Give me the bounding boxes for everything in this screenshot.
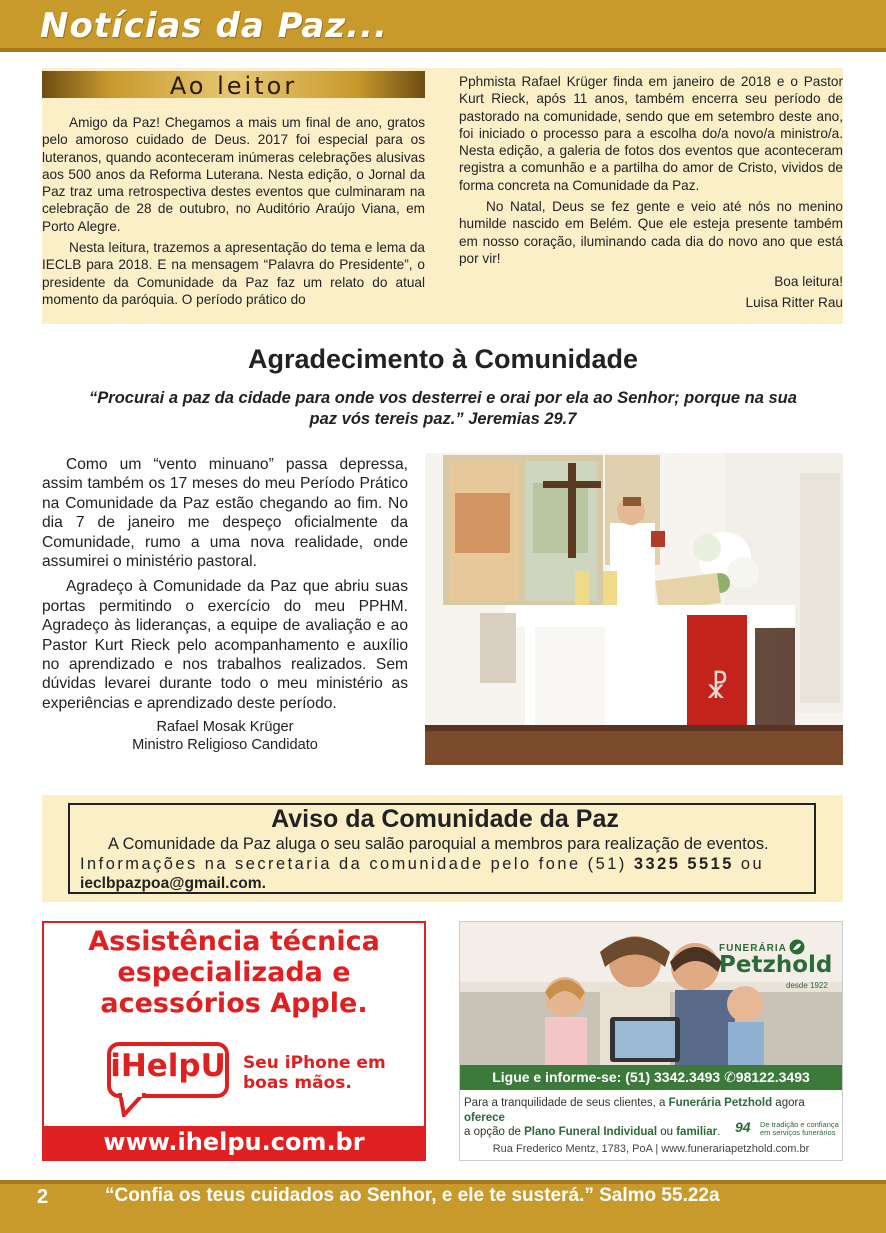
funeraria-text: agora (772, 1097, 805, 1109)
aviso-title: Aviso da Comunidade da Paz (271, 805, 619, 833)
ao-leitor-closing: Boa leitura! (774, 274, 843, 290)
tradition-seal-number: 94 (735, 1119, 751, 1135)
signature-name: Rafael Mosak Krüger (156, 719, 294, 735)
ao-leitor-banner (42, 71, 425, 98)
agradecimento-paragraph: Agradeço à Comunidade da Paz que abriu suas portas permitindo o exercício do meu PPHM. Agradeço às lideranças, a equipe de avaliação e ao Pastor Kurt Rieck pelo acompanhamento e auxílio no aprendizado e nos trabalhos realizados. Sem dúvidas levarei durante todo o meu ministério as experiências e aprendizado deste período. (42, 578, 408, 712)
funeraria-text-bold: oferece (464, 1111, 505, 1124)
ao-leitor-right-column (459, 73, 843, 313)
aviso-phone: 3325 5515 (633, 855, 734, 873)
ihelpu-url[interactable]: www.ihelpu.com.br (103, 1128, 365, 1156)
altar-photo (425, 453, 843, 765)
aviso-contact-suffix: ou (733, 855, 765, 873)
ao-leitor-continuation: Pphmista Rafael Krüger finda em janeiro de 2018 e o Pastor Kurt Rieck, após 11 anos, também encerra seu período de pastorado na comunidade, sendo que em setembro deste ano, foi iniciado o processo para a escolha do/a novo/a ministro/a. Nesta edição, a galeria de fotos dos eventos que aconteceram registra a comunhão e a partilha do amor de Cristo, vividos de forma concreta na Comunidade da Paz. (459, 74, 843, 193)
agradecimento-title: Agradecimento à Comunidade (247, 344, 639, 374)
page-header (0, 0, 886, 52)
svg-text:☧: ☧ (705, 671, 729, 706)
speech-bubble-tail-icon (118, 1093, 146, 1117)
funeraria-text-bold: familiar (676, 1126, 718, 1138)
signature-role: Ministro Religioso Candidato (132, 737, 318, 753)
page-number: 2 (37, 1186, 49, 1208)
tradition-seal-text: De tradição e confiança em serviços funerários (760, 1120, 839, 1137)
header-divider (0, 48, 886, 52)
footer-quote: “Confia os teus cuidados ao Senhor, e ele te susterá.” Salmo 55.22a (105, 1185, 720, 1206)
agradecimento-paragraph: Como um “vento minuano” passa depressa, assim também os 17 meses do meu Período Prático na Comunidade da Paz estão chegando ao fim. No dia 7 de janeiro me despeço oficialmente da Comunidade, rumo a uma nova realidade, onde assumirei o ministério pastoral. (42, 456, 408, 571)
ao-leitor-heading: Ao leitor (169, 72, 298, 100)
funeraria-text-bold: Funerária Petzhold (668, 1097, 773, 1109)
footer-divider (0, 1180, 886, 1184)
ihelpu-tagline: Seu iPhone em boas mãos. (243, 1053, 386, 1093)
ihelpu-logo: iHelpU (110, 1048, 226, 1084)
funeraria-since: desde 1922 (786, 981, 828, 990)
agradecimento-body (42, 455, 408, 719)
aviso-text: A Comunidade da Paz aluga o seu salão paroquial a membros para realização de eventos. (108, 835, 769, 853)
funeraria-text: a opção de (464, 1126, 525, 1138)
ihelpu-headline: Assistência técnica especializada e acessórios Apple. (88, 926, 380, 1019)
funeraria-brand: Petzhold (719, 952, 833, 978)
ao-leitor-author: Luisa Ritter Rau (745, 295, 843, 311)
funeraria-text: Para a tranquilidade de seus clientes, a (464, 1097, 669, 1109)
ao-leitor-paragraph: Amigo da Paz! Chegamos a mais um final de ano, gratos pelo amoroso cuidado de Deus. 2017 foi especial para os luteranos, quando aconteceram inúmeras celebrações alusivas aos 500 anos da Reforma Luterana. Nesta edição, o Jornal da Paz traz uma retrospectiva destes eventos que culminaram na celebração de 28 de outubro, no Auditório Araújo Viana, em Porto Alegre. (42, 115, 425, 234)
newsletter-title: Notícias da Paz... (40, 6, 388, 46)
funeraria-text: ou (657, 1126, 677, 1138)
agradecimento-quote: “Procurai a paz da cidade para onde vos desterrei e orai por ela ao Senhor; porque na sua paz vós tereis paz.” Jeremias 29.7 (89, 389, 797, 428)
ao-leitor-paragraph: No Natal, Deus se fez gente e veio até nós no menino humilde nascido em Belém. Que ele esteja presente também em nosso coração, iluminando cada dia do novo ano que está por vir! (459, 199, 843, 266)
funeraria-address: Rua Frederico Mentz, 1783, PoA | www.funerariapetzhold.com.br (492, 1143, 810, 1155)
funeraria-contact: Ligue e informe-se: (51) 3342.3493 ✆98122.3493 (492, 1069, 810, 1085)
funeraria-brand-label: FUNERÁRIA (719, 943, 787, 954)
aviso-email: ieclbpazpoa@gmail.com. (80, 875, 266, 892)
ao-leitor-left-column (42, 114, 425, 312)
aviso-contact-prefix: Informações na secretaria da comunidade pelo fone (51) (80, 855, 634, 873)
funeraria-text-bold: Plano Funeral Individual (524, 1126, 658, 1138)
agradecimento-signature (42, 718, 408, 754)
ao-leitor-paragraph: Nesta leitura, trazemos a apresentação do tema e lema da IECLB para 2018. E na mensagem “Palavra do Presidente”, o presidente da Comunidade da Paz faz um relato do atual momento da paróquia. O período prático do (42, 240, 425, 307)
funeraria-text: . (717, 1126, 721, 1138)
aviso-contact-line (80, 855, 805, 874)
